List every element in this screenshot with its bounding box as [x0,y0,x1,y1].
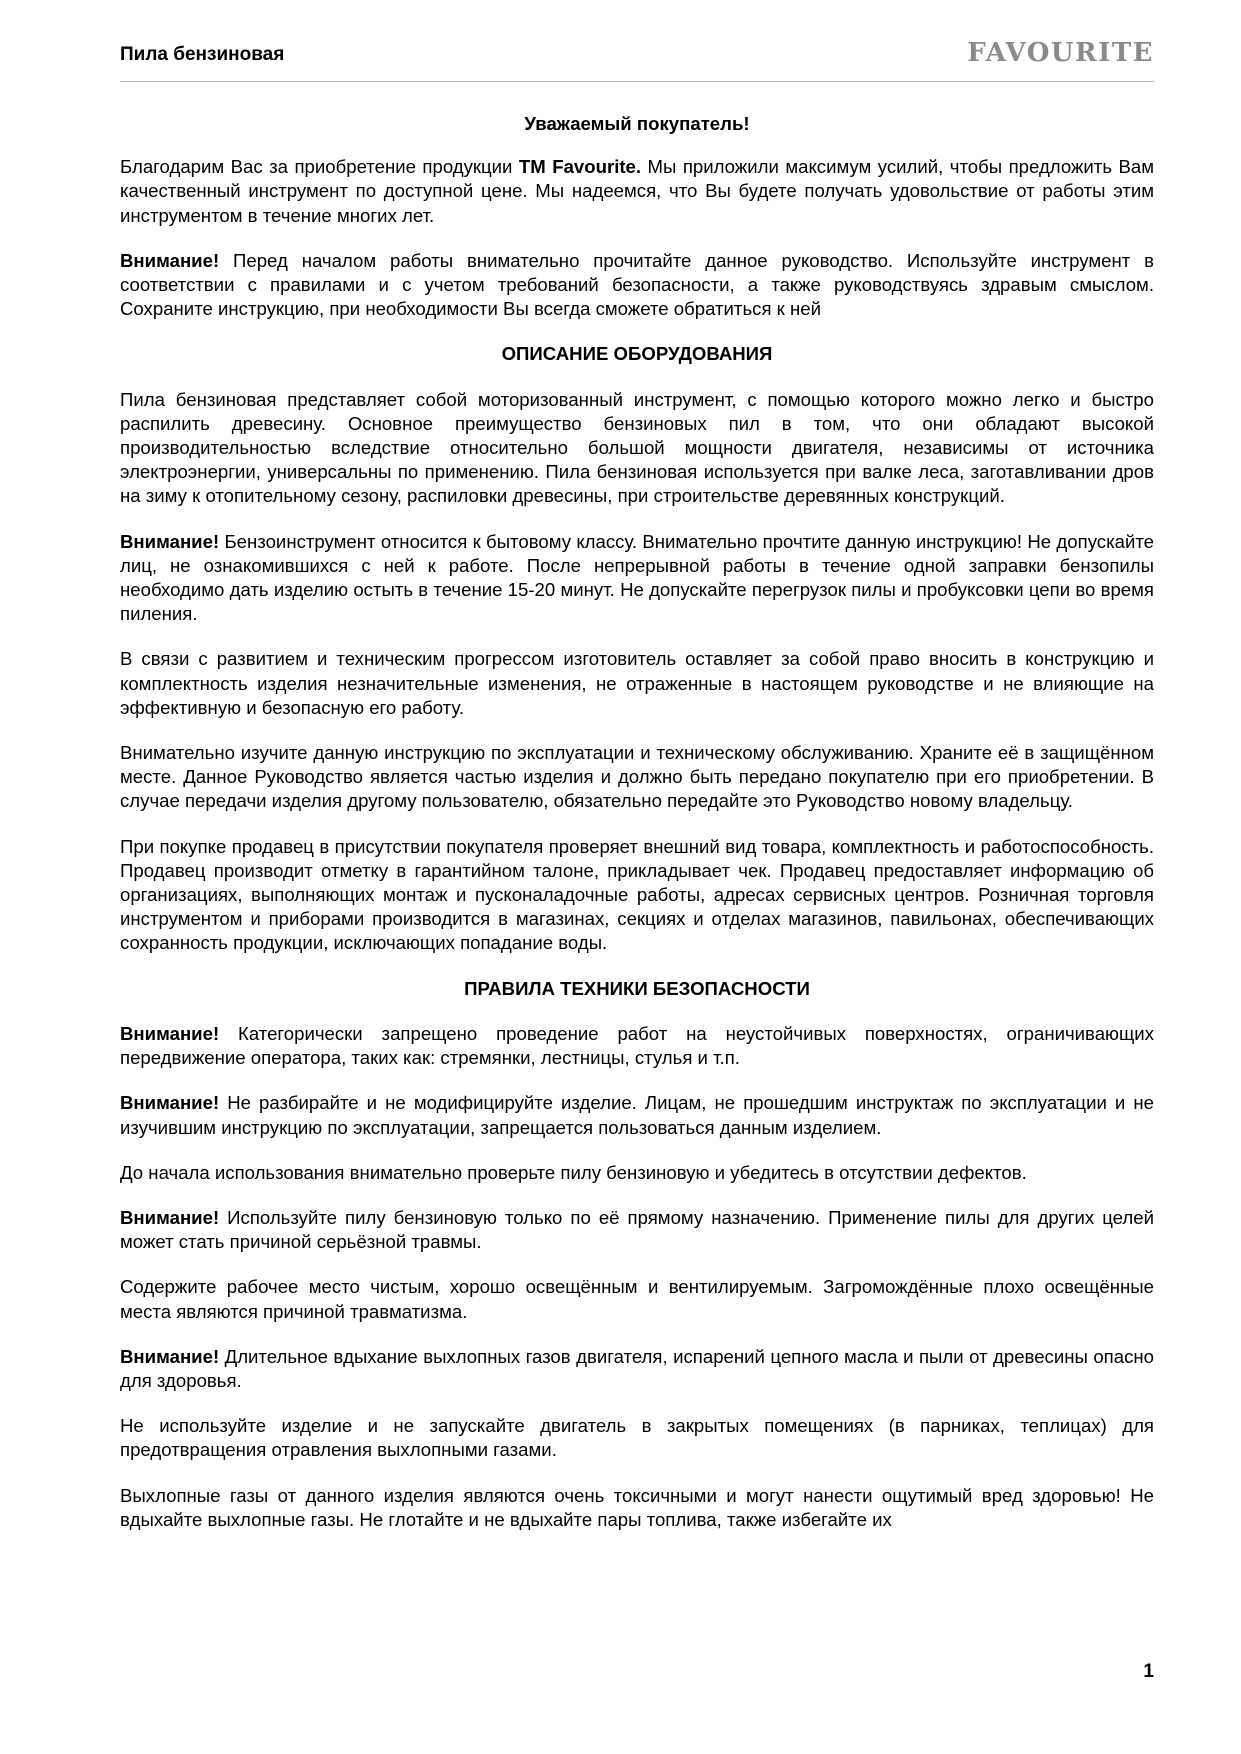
safety-paragraph-7: Не используйте изделие и не запускайте двигатель в закрытых помещениях (в парниках, теплицах) для предотвращения отравления выхлопными газами. [120,1415,1154,1461]
description-paragraph-1: Пила бензиновая представляет собой моторизованный инструмент, с помощью которого можно легко и быстро распилить древесину. Основное преимущество бензиновых пил в том, что они обладают высокой производительностью вследствие относительно большой мощности двигателя, независимы от источника электроэнергии, универсальны по применению. Пила бензиновая используется при валке леса, заготавливании дров на зиму к отопительному сезону, распиловки древесины, при строительстве деревянных конструкций. [120,388,1154,507]
warning-label: Внимание! [120,1092,220,1114]
safety-warning-text-6: Длительное вдыхание выхлопных газов двигателя, испарений цепного масла и пыли от древесины опасно для здоровья. [120,1345,1154,1391]
warning-label: Внимание! [120,1345,220,1367]
document-body [120,112,1154,1553]
warning-label: Внимание! [120,530,220,552]
header-title: Пила бензиновая [120,44,285,65]
intro-warning-text: Перед началом работы внимательно прочитайте данное руководство. Используйте инструмент в соответствии с правилами и с учетом требований безопасности, а также руководствуясь здравым смыслом. Сохраните инструкцию, при необходимости Вы всегда сможете обратиться к ней [120,249,1154,320]
intro-warning-paragraph [120,249,1154,322]
safety-paragraph-5: Содержите рабочее место чистым, хорошо освещённым и вентилируемым. Загромождённые плохо освещённые места являются причиной травматизма. [120,1276,1154,1322]
warning-label: Внимание! [120,1206,220,1228]
safety-warning-text-1: Категорически запрещено проведение работ на неустойчивых поверхностях, ограничивающих передвижение оператора, таких как: стремянки, лестницы, стулья и т.п. [120,1022,1154,1069]
page-number: 1 [1143,1661,1154,1682]
intro-paragraph [120,155,1154,228]
description-paragraph-3: В связи с развитием и техническим прогрессом изготовитель оставляет за собой право вносить в конструкцию и комплектность изделия незначительные изменения, не отраженные в настоящем руководстве и не влияющие на эффективную и безопасную его работу. [120,648,1154,718]
safety-paragraph-6 [120,1345,1154,1393]
safety-warning-text-4: Используйте пилу бензиновую только по её прямому назначению. Применение пилы для других целей может стать причиной серьёзной травмы. [120,1206,1154,1253]
safety-paragraph-3: До начала использования внимательно проверьте пилу бензиновую и убедитесь в отсутствии дефектов. [120,1161,1027,1183]
section-heading-description: ОПИСАНИЕ ОБОРУДОВАНИЯ [501,343,773,365]
description-paragraph-2 [120,530,1154,627]
header-divider [120,81,1154,82]
warning-label: Внимание! [120,1022,220,1044]
safety-paragraph-8: Выхлопные газы от данного изделия являются очень токсичными и могут нанести ощутимый вред здоровью! Не вдыхайте выхлопные газы. Не глотайте и не вдыхайте пары топлива, также избегайте их [120,1484,1154,1530]
page-header [120,40,1154,80]
safety-paragraph-1 [120,1022,1154,1070]
intro-text-post: Мы приложили максимум усилий, чтобы предложить Вам качественный инструмент по доступной цене. Мы надеемся, что Вы будете получать удовольствие от работы этим инструментом в течение многих лет. [120,156,1154,226]
safety-warning-text-2: Не разбирайте и не модифицируйте изделие. Лицам, не прошедшим инструктаж по эксплуатации и не изучившим инструкцию по эксплуатации, запрещается пользоваться данным изделием. [120,1092,1154,1138]
brand-logo: FAVOURITE [967,38,1154,68]
section-heading-safety: ПРАВИЛА ТЕХНИКИ БЕЗОПАСНОСТИ [464,977,810,999]
warning-label: Внимание! [120,249,220,271]
description-paragraph-5: При покупке продавец в присутствии покупателя проверяет внешний вид товара, комплектность и работоспособность. Продавец производит отметку в гарантийном талоне, прикладывает чек. Продавец предоставляет информацию об организациях, выполняющих монтаж и пусконаладочные работы, адресах сервисных центров. Розничная торговля инструментом и приборами производится в магазинах, секциях и отделах магазинов, павильонах, обеспечивающих сохранность продукции, исключающих попадание воды. [120,835,1154,954]
safety-paragraph-4 [120,1206,1154,1254]
safety-paragraph-2 [120,1091,1154,1139]
intro-text-pre: Благодарим Вас за приобретение продукции [120,156,519,178]
greeting-heading: Уважаемый покупатель! [524,113,750,134]
description-warning-text: Бензоинструмент относится к бытовому классу. Внимательно прочтите данную инструкцию! Не допускайте лиц, не ознакомившихся с ней к работе. После непрерывной работы в течение одной заправки бензопилы необходимо дать изделию остыть в течение 15-20 минут. Не допускайте перегрузок пилы и пробуксовки цепи во время пиления. [120,530,1154,625]
intro-brand: ТМ Favourite. [518,156,642,178]
description-paragraph-4: Внимательно изучите данную инструкцию по эксплуатации и техническому обслуживанию. Храните её в защищённом месте. Данное Руководство является частью изделия и должно быть передано покупателю при его приобретении. В случае передачи изделия другому пользователю, обязательно передайте это Руководство новому владельцу. [120,742,1154,812]
